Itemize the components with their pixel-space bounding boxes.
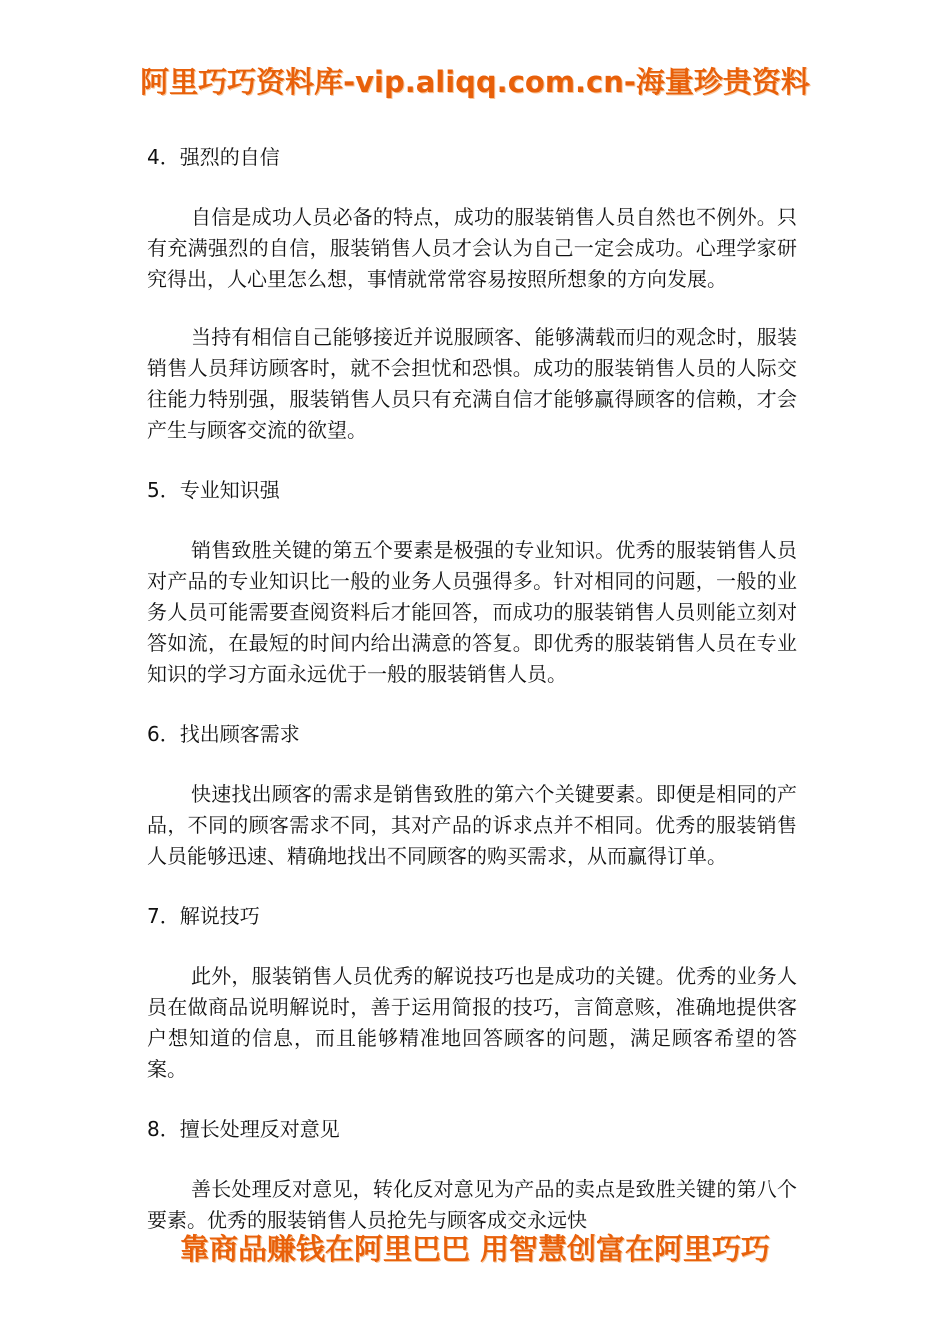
paragraph: 自信是成功人员必备的特点，成功的服装销售人员自然也不例外。只有充满强烈的自信，服装销售人员才会认为自己一定会成功。心理学家研究得出，人心里怎么想，事情就常常容易按照所想象的方向发展。 [147,205,797,291]
footer-banner: 靠商品赚钱在阿里巴巴 用智慧创富在阿里巧巧 [179,1232,771,1266]
header-banner: 阿里巧巧资料库-vip.aliqq.com.cn-海量珍贵资料 [140,65,810,99]
paragraph: 善长处理反对意见，转化反对意见为产品的卖点是致胜关键的第八个要素。优秀的服装销售人员抢先与顾客成交永远快 [147,1177,797,1232]
section-heading: 8．擅长处理反对意见 [147,1117,340,1141]
section-heading: 4．强烈的自信 [147,145,280,169]
paragraph: 销售致胜关键的第五个要素是极强的专业知识。优秀的服装销售人员对产品的专业知识比一般的业务人员强得多。针对相同的问题，一般的业务人员可能需要查阅资料后才能回答，而成功的服装销售人员则能立刻对答如流，在最短的时间内给出满意的答复。即优秀的服装销售人员在专业知识的学习方面永远优于一般的服装销售人员。 [147,538,797,686]
document-body [147,140,797,1236]
section-heading: 6．找出顾客需求 [147,722,300,746]
section-heading: 7．解说技巧 [147,904,260,928]
paragraph: 快速找出顾客的需求是销售致胜的第六个关键要素。即便是相同的产品，不同的顾客需求不同，其对产品的诉求点并不相同。优秀的服装销售人员能够迅速、精确地找出不同顾客的购买需求，从而赢得订单。 [147,782,797,868]
section-heading: 5．专业知识强 [147,478,280,502]
paragraph: 当持有相信自己能够接近并说服顾客、能够满载而归的观念时，服装销售人员拜访顾客时，就不会担忧和恐惧。成功的服装销售人员的人际交往能力特别强，服装销售人员只有充满自信才能够赢得顾客的信赖，才会产生与顾客交流的欲望。 [147,325,797,442]
paragraph: 此外，服装销售人员优秀的解说技巧也是成功的关键。优秀的业务人员在做商品说明解说时，善于运用简报的技巧，言简意赅，准确地提供客户想知道的信息，而且能够精准地回答顾客的问题，满足顾客希望的答案。 [147,964,797,1081]
